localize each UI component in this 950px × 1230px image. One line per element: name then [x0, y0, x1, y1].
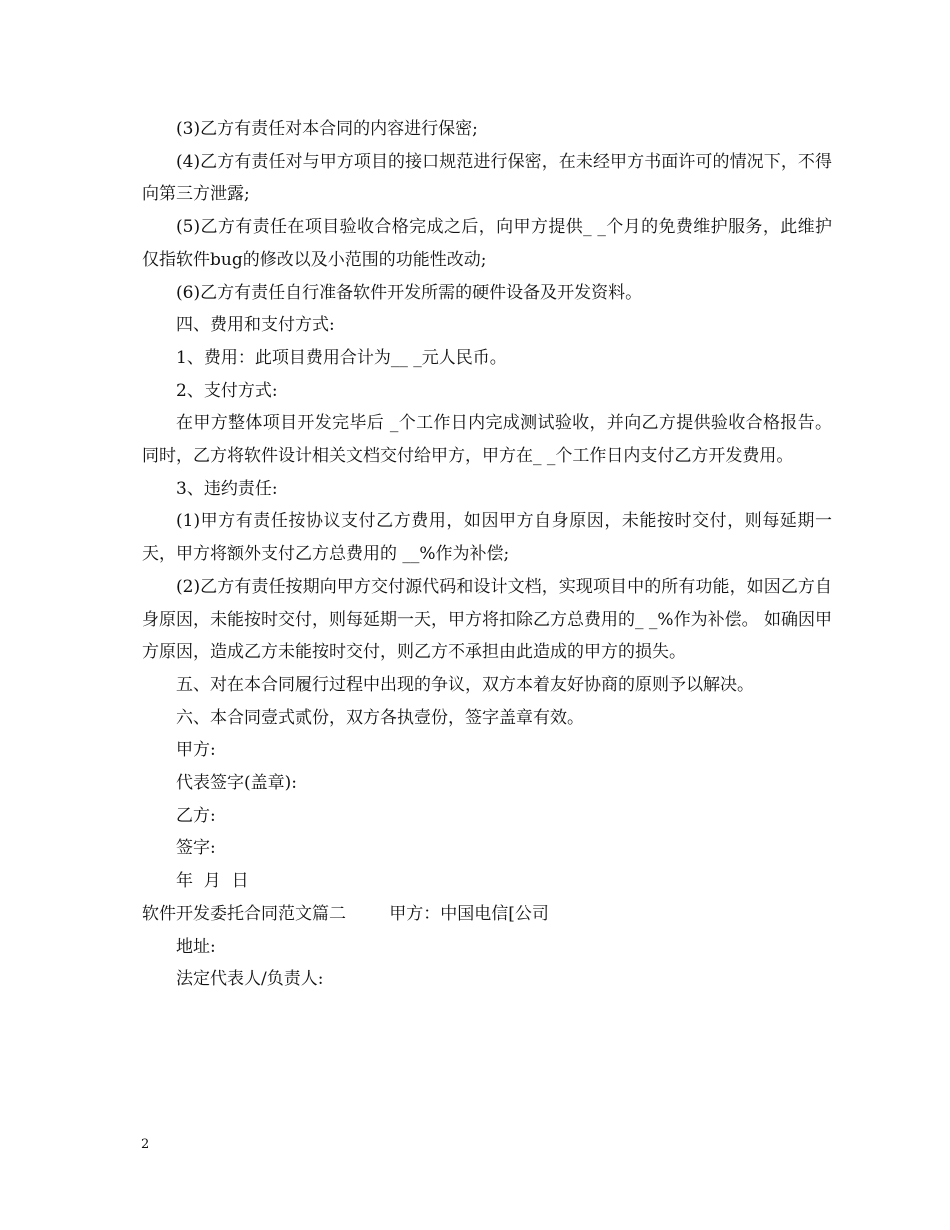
signature-representative: 代表签字(盖章): — [176, 773, 297, 794]
clause-breach-party-b: (2)乙方有责任按期向甲方交付源代码和设计文档，实现项目中的所有功能，如因乙方自身原因，未能按时交付，则每延期一天，甲方将扣除乙方总费用的_ _%作为补偿。 如确因甲方原因，造成乙方未能按时交付，则乙方不承担由此造成的甲方的损失。 — [142, 576, 832, 663]
clause-breach-party-a: (1)甲方有责任按协议支付乙方费用，如因甲方自身原因，未能按时交付，则每延期一天，甲方将额外支付乙方总费用的 __%作为补偿; — [142, 511, 832, 565]
clause-b5-maintenance: (5)乙方有责任在项目验收合格完成之后，向甲方提供_ _个月的免费维护服务，此维护仅指软件bug的修改以及小范围的功能性改动; — [142, 217, 832, 270]
clause-b4-interface-confidentiality: (4)乙方有责任对与甲方项目的接口规范进行保密，在未经甲方书面许可的情况下，不得向第三方泄露; — [142, 151, 832, 205]
clause-copies: 六、本合同壹式贰份，双方各执壹份，签字盖章有效。 — [176, 707, 584, 728]
second-contract-title: 软件开发委托合同范文篇二 甲方：中国电信[公司 — [142, 903, 549, 924]
second-contract-legal-representative: 法定代表人/负责人: — [176, 969, 324, 990]
signature-date: 年 月 日 — [176, 871, 249, 892]
clause-payment-method-text: 在甲方整体项目开发完毕后 _个工作日内完成测试验收，并向乙方提供验收合格报告。同时，乙方将软件设计相关文档交付给甲方，甲方在_ _个工作日内支付乙方开发费用。 — [142, 413, 832, 467]
signature-party-b: 乙方: — [176, 805, 216, 826]
clause-dispute-resolution: 五、对在本合同履行过程中出现的争议，双方本着友好协商的原则予以解决。 — [176, 674, 754, 695]
clause-b3-confidentiality: (3)乙方有责任对本合同的内容进行保密; — [176, 119, 478, 139]
section-heading-fees: 四、费用和支付方式: — [176, 315, 335, 336]
clause-breach-heading: 3、违约责任: — [176, 478, 278, 499]
second-contract-address: 地址: — [176, 936, 216, 957]
clause-b6-equipment: (6)乙方有责任自行准备软件开发所需的硬件设备及开发资料。 — [176, 282, 643, 303]
clause-payment-method-heading: 2、支付方式: — [176, 380, 278, 401]
signature-sign: 签字: — [176, 838, 216, 859]
contract-text-body — [142, 113, 832, 996]
page-number: 2 — [141, 1137, 150, 1152]
clause-fees-amount: 1、费用：此项目费用合计为__ _元人民币。 — [176, 347, 507, 368]
signature-party-a: 甲方: — [176, 740, 216, 761]
